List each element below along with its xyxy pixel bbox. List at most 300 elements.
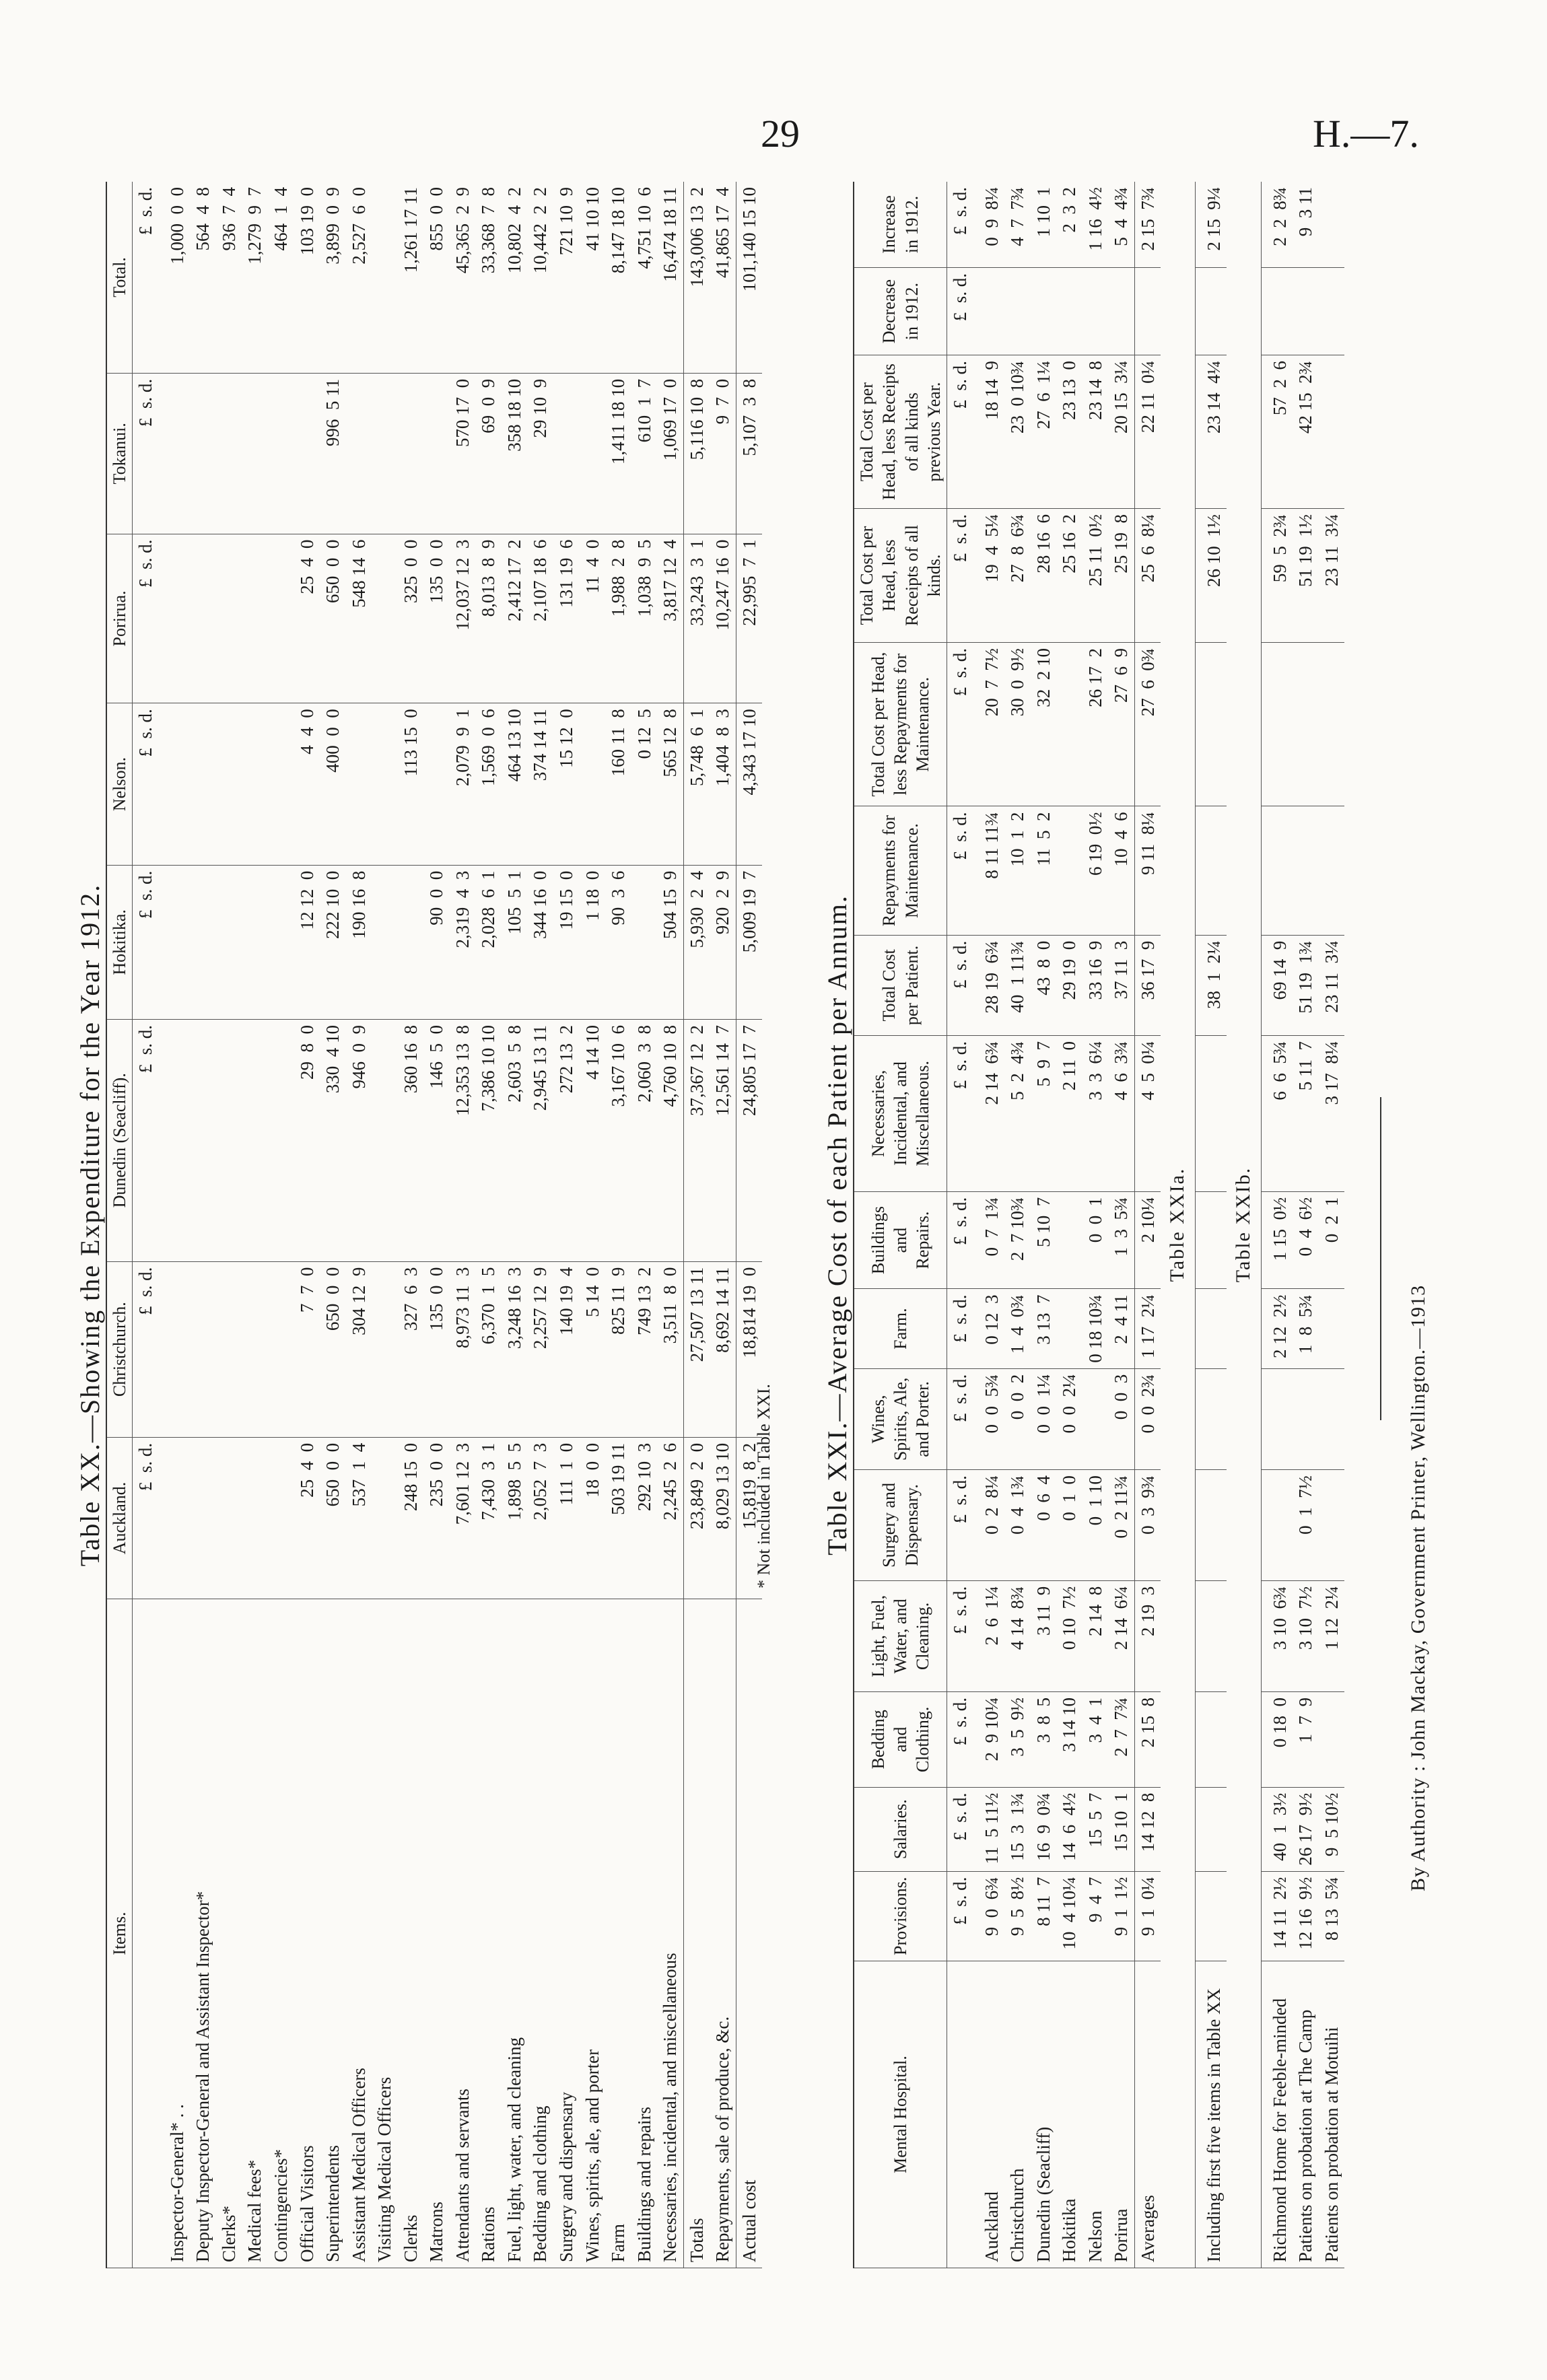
xxi-cell: 1 16 4½: [1082, 182, 1109, 267]
xx-cell: 7 7 0: [294, 1261, 320, 1437]
xxi-cell: 0 7 1¾: [973, 1191, 1005, 1289]
xxi-cell: 0 0 2¾: [1134, 1368, 1161, 1469]
xxib-cell: 1 8 5¾: [1293, 1289, 1319, 1368]
xx-cell: [216, 1019, 242, 1261]
xx-unit-8: £ s. d.: [133, 182, 159, 373]
xxi-row: [1108, 182, 1134, 2268]
xxi-cell: 20 7 7½: [973, 642, 1005, 806]
xx-cell: 8,029 13 10: [710, 1437, 736, 1599]
xx-row: [736, 182, 762, 2268]
xxi-row: [1004, 182, 1031, 2268]
xx-cell: [190, 373, 216, 534]
xxi-cell: 28 16 6: [1031, 509, 1057, 643]
xxi-cell: 3 3 6¼: [1082, 1036, 1109, 1192]
xx-cell: 2,028 6 1: [475, 865, 502, 1019]
xxi-cell: 20 15 3¼: [1108, 355, 1134, 509]
xxi-unit-9: £ s. d.: [947, 1036, 973, 1192]
xx-cell: 23,849 2 0: [683, 1437, 710, 1599]
xxi-cell: 36 17 9: [1134, 935, 1161, 1035]
xxi-row: [1134, 182, 1161, 2268]
xx-cell: 12 12 0: [294, 865, 320, 1019]
xxi-cell: 5 9 7: [1031, 1036, 1057, 1192]
xx-cell: [268, 1019, 294, 1261]
xx-header-5: Nelson.: [106, 703, 133, 865]
xx-cell: [346, 703, 372, 865]
xxi-header-11: Repayments for Maintenance.: [854, 806, 947, 935]
xxi-cell: 0 3 9¾: [1134, 1470, 1161, 1581]
xxib-cell: [1261, 1470, 1293, 1581]
xxib-cell: 40 1 3½: [1261, 1787, 1293, 1871]
xxib-cell: [1319, 355, 1345, 509]
xx-cell: [159, 703, 191, 865]
xx-cell: 5 14 0: [580, 1261, 606, 1437]
expenditure-table: [106, 182, 762, 2268]
xxib-cell: 14 11 2½: [1261, 1871, 1293, 1961]
xxi-cell: 19 4 5¼: [973, 509, 1005, 643]
xx-cell: 37,367 12 2: [683, 1019, 710, 1261]
xxib-cell: 42 15 2¾: [1293, 355, 1319, 509]
xxi-unit-15: £ s. d.: [947, 267, 973, 355]
xxia-row: [1195, 182, 1227, 2268]
document-reference: H.—7.: [1313, 112, 1419, 155]
xx-header-2: Christchurch.: [106, 1261, 133, 1437]
xx-cell: 5,116 10 8: [683, 373, 710, 534]
xxi-header-16: Increase in 1912.: [854, 182, 947, 267]
xxi-cell: 9 11 8¼: [1134, 806, 1161, 935]
xxi-unit-5: £ s. d.: [947, 1470, 973, 1581]
xx-cell: 464 1 4: [268, 182, 294, 373]
xxi-header-9: Necessaries, Incidental, and Miscellaneous.: [854, 1036, 947, 1192]
xx-cell: [216, 1437, 242, 1599]
xx-cell: Deputy Inspector-General and Assistant Inspector*: [190, 1599, 216, 2268]
page-number: 29: [761, 112, 800, 155]
xxib-cell: [1319, 1692, 1345, 1788]
xx-cell: 8,147 18 10: [605, 182, 631, 373]
xxib-cell: 3 10 7½: [1293, 1580, 1319, 1691]
xxia-cell: [1195, 267, 1227, 355]
xx-cell: Actual cost: [736, 1599, 762, 2268]
xx-cell: 936 7 4: [216, 182, 242, 373]
xxi-cell: 22 11 0¼: [1134, 355, 1161, 509]
xxi-cell: 9 1 1½: [1108, 1871, 1134, 1961]
xx-row: [398, 182, 424, 2268]
xx-cell: 25 4 0: [294, 1437, 320, 1599]
xx-cell: [242, 1437, 268, 1599]
xxi-row: [973, 182, 1005, 2268]
xxi-header-15: Decrease in 1912.: [854, 267, 947, 355]
xx-cell: 946 0 9: [346, 1019, 372, 1261]
xxi-cell: 3 4 1: [1082, 1692, 1109, 1788]
xx-cell: 564 4 8: [190, 182, 216, 373]
xx-cell: [190, 534, 216, 703]
xx-row: [502, 182, 528, 2268]
xxi-cell: 9 1 0¼: [1134, 1871, 1161, 1961]
xx-cell: 2,107 18 6: [527, 534, 553, 703]
xx-cell: [159, 534, 191, 703]
xx-cell: 4,760 10 8: [657, 1019, 683, 1261]
xx-cell: 504 15 9: [657, 865, 683, 1019]
xxi-row: [1082, 182, 1109, 2268]
table-xx-caption: Table XX.—Showing the Expenditure for the Year 1912.: [75, 883, 105, 1567]
xx-cell: [372, 182, 398, 373]
xxi-cell: 25 11 0½: [1082, 509, 1109, 643]
xx-cell: [190, 1019, 216, 1261]
xxib-row: [1293, 182, 1319, 2268]
xxi-cell: 11 5 2: [1031, 806, 1057, 935]
xxi-cell: [1056, 642, 1082, 806]
xx-header-0: Items.: [106, 1599, 133, 2268]
xx-row: [683, 182, 710, 2268]
xx-cell: 12,561 14 7: [710, 1019, 736, 1261]
xx-cell: 1,069 17 0: [657, 373, 683, 534]
xx-cell: 610 1 7: [631, 373, 658, 534]
imprint-rule: [1380, 1097, 1381, 1420]
xxib-cell: [1293, 267, 1319, 355]
xxi-unit-10: £ s. d.: [947, 935, 973, 1035]
xxi-header-7: Farm.: [854, 1289, 947, 1368]
xxib-cell: [1319, 806, 1345, 935]
xxib-cell: Patients on probation at The Camp: [1293, 1961, 1319, 2268]
xx-cell: Assistant Medical Officers: [346, 1599, 372, 2268]
xxib-cell: [1319, 1470, 1345, 1581]
xx-cell: Fuel, light, water, and cleaning: [502, 1599, 528, 2268]
xxi-cell: 2 3 2: [1056, 182, 1082, 267]
xx-cell: Farm: [605, 1599, 631, 2268]
xxi-unit-12: £ s. d.: [947, 642, 973, 806]
xxi-unit-3: £ s. d.: [947, 1692, 973, 1788]
xxi-cell: 0 9 8¼: [973, 182, 1005, 267]
xx-row: [450, 182, 476, 2268]
xx-cell: [242, 534, 268, 703]
xxi-cell: 27 8 6¾: [1004, 509, 1031, 643]
xx-row: [580, 182, 606, 2268]
xx-header-1: Auckland.: [106, 1437, 133, 1599]
xx-cell: 101,140 15 10: [736, 182, 762, 373]
xxi-cell: 11 5 11½: [973, 1787, 1005, 1871]
xxi-cell: 0 6 4: [1031, 1470, 1057, 1581]
xx-cell: 10,802 4 2: [502, 182, 528, 373]
xx-cell: 12,037 12 3: [450, 534, 476, 703]
xx-cell: 4,751 10 6: [631, 182, 658, 373]
xx-cell: [423, 373, 450, 534]
xxi-row: [1031, 182, 1057, 2268]
xx-cell: 2,257 12 9: [527, 1261, 553, 1437]
xxib-cell: 57 2 6: [1261, 355, 1293, 509]
xx-cell: 537 1 4: [346, 1437, 372, 1599]
xxi-cell: 8 11 7: [1031, 1871, 1057, 1961]
xxi-cell: 37 11 3: [1108, 935, 1134, 1035]
xxia-cell: 23 14 4¼: [1195, 355, 1227, 509]
xx-cell: 41,865 17 4: [710, 182, 736, 373]
xx-cell: [294, 373, 320, 534]
xx-unit-0: [133, 1599, 159, 2268]
xxi-cell: 1 3 5¾: [1108, 1191, 1134, 1289]
xx-cell: [372, 703, 398, 865]
xx-header-7: Tokanui.: [106, 373, 133, 534]
xx-cell: [372, 1437, 398, 1599]
xx-cell: [268, 373, 294, 534]
xxi-cell: 0 0 2¼: [1056, 1368, 1082, 1469]
xx-cell: [372, 1019, 398, 1261]
xxi-header-0: Mental Hospital.: [854, 1961, 947, 2268]
xx-cell: 5,009 19 7: [736, 865, 762, 1019]
xx-cell: 4,343 17 10: [736, 703, 762, 865]
xxib-cell: 0 4 6½: [1293, 1191, 1319, 1289]
xx-cell: 650 0 0: [320, 1437, 346, 1599]
xx-cell: 131 19 6: [553, 534, 580, 703]
xxia-cell: [1195, 1470, 1227, 1581]
xx-cell: 855 0 0: [423, 182, 450, 373]
table-xxi: [821, 182, 1344, 2268]
xx-row: [657, 182, 683, 2268]
xx-cell: [159, 1437, 191, 1599]
xxi-cell: 1 17 2¼: [1134, 1289, 1161, 1368]
xxi-cell: 2 10¼: [1134, 1191, 1161, 1289]
xx-cell: 33,368 7 8: [475, 182, 502, 373]
xx-cell: 304 12 9: [346, 1261, 372, 1437]
xxi-cell: 0 0 1: [1082, 1191, 1109, 1289]
xx-cell: 27,507 13 11: [683, 1261, 710, 1437]
xxi-cell: [1134, 267, 1161, 355]
xxi-cell: [1082, 1368, 1109, 1469]
xxib-cell: 0 18 0: [1261, 1692, 1293, 1788]
xx-cell: [553, 373, 580, 534]
xxib-cell: Richmond Home for Feeble-minded: [1261, 1961, 1293, 2268]
xxib-cell: 9 3 11: [1293, 182, 1319, 267]
xxia-cell: [1195, 1289, 1227, 1368]
xxi-unit-6: £ s. d.: [947, 1368, 973, 1469]
xxi-cell: 28 19 6¾: [973, 935, 1005, 1035]
xxib-cell: 9 5 10½: [1319, 1787, 1345, 1871]
xx-cell: [268, 534, 294, 703]
xxi-cell: [1056, 806, 1082, 935]
xxi-cell: 0 2 11¾: [1108, 1470, 1134, 1581]
xx-cell: 548 14 6: [346, 534, 372, 703]
xx-cell: 1 18 0: [580, 865, 606, 1019]
xx-unit-2: £ s. d.: [133, 1261, 159, 1437]
xxi-cell: 23 14 8: [1082, 355, 1109, 509]
xx-cell: 248 15 0: [398, 1437, 424, 1599]
xxib-cell: 3 17 8¼: [1319, 1036, 1345, 1192]
xxi-cell: 3 8 5: [1031, 1692, 1057, 1788]
xxi-cell: 6 19 0½: [1082, 806, 1109, 935]
xx-cell: [159, 865, 191, 1019]
xxi-cell: [1082, 267, 1109, 355]
xxib-cell: [1261, 642, 1293, 806]
xx-cell: [346, 373, 372, 534]
xxi-cell: 30 0 9½: [1004, 642, 1031, 806]
xxi-cell: 2 15 8: [1134, 1692, 1161, 1788]
xxib-cell: 1 12 2¼: [1319, 1580, 1345, 1691]
xxib-cell: [1293, 642, 1319, 806]
xx-cell: 1,404 8 3: [710, 703, 736, 865]
xx-cell: 920 2 9: [710, 865, 736, 1019]
xxi-cell: 14 12 8: [1134, 1787, 1161, 1871]
xx-cell: [268, 703, 294, 865]
xxi-cell: 2 14 6¾: [973, 1036, 1005, 1192]
xx-cell: 565 12 8: [657, 703, 683, 865]
xx-unit-1: £ s. d.: [133, 1437, 159, 1599]
xxi-cell: 23 13 0: [1056, 355, 1082, 509]
xxib-cell: [1293, 1368, 1319, 1469]
xx-header-3: Dunedin (Seacliff).: [106, 1019, 133, 1261]
xx-cell: 135 0 0: [423, 534, 450, 703]
xxi-unit-4: £ s. d.: [947, 1580, 973, 1691]
xx-row: [631, 182, 658, 2268]
xx-cell: 16,474 18 11: [657, 182, 683, 373]
xx-row: [423, 182, 450, 2268]
xxi-cell: 1 4 0¾: [1004, 1289, 1031, 1368]
xx-cell: 29 8 0: [294, 1019, 320, 1261]
xxi-cell: [1056, 1191, 1082, 1289]
xx-cell: [580, 703, 606, 865]
xx-cell: 19 15 0: [553, 865, 580, 1019]
xxi-cell: 2 19 3: [1134, 1580, 1161, 1691]
xxi-header-10: Total Cost per Patient.: [854, 935, 947, 1035]
table-xxi-caption: Table XXI.—Average Cost of each Patient per Annum.: [822, 895, 852, 1555]
xxib-cell: [1293, 806, 1319, 935]
xx-cell: 327 6 3: [398, 1261, 424, 1437]
table-xxib-caption-row: [1227, 182, 1261, 2268]
xxi-cell: 9 5 8½: [1004, 1871, 1031, 1961]
xxi-cell: 26 17 2: [1082, 642, 1109, 806]
xxi-cell: Nelson: [1082, 1961, 1109, 2268]
xx-cell: 3,248 16 3: [502, 1261, 528, 1437]
average-cost-table: [853, 182, 1344, 2268]
xxia-cell: [1195, 1580, 1227, 1691]
xx-cell: [216, 534, 242, 703]
xx-cell: 721 10 9: [553, 182, 580, 373]
xx-cell: 190 16 8: [346, 865, 372, 1019]
xx-cell: 344 16 0: [527, 865, 553, 1019]
xx-cell: [398, 865, 424, 1019]
xx-cell: 4 14 10: [580, 1019, 606, 1261]
xxi-cell: 14 6 4½: [1056, 1787, 1082, 1871]
xx-cell: 90 0 0: [423, 865, 450, 1019]
xxi-cell: Christchurch: [1004, 1961, 1031, 2268]
xx-row: [527, 182, 553, 2268]
xx-cell: [268, 1261, 294, 1437]
xx-cell: 330 4 10: [320, 1019, 346, 1261]
xxi-cell: 3 13 7: [1031, 1289, 1057, 1368]
xx-cell: Superintendents: [320, 1599, 346, 2268]
xxi-cell: 10 4 10¼: [1056, 1871, 1082, 1961]
xxib-cell: [1261, 806, 1293, 935]
xx-cell: 3,167 10 6: [605, 1019, 631, 1261]
xxi-cell: Auckland: [973, 1961, 1005, 2268]
xx-cell: 146 5 0: [423, 1019, 450, 1261]
xx-cell: 400 0 0: [320, 703, 346, 865]
xx-cell: 5,107 3 8: [736, 373, 762, 534]
xxi-cell: 25 19 8: [1108, 509, 1134, 643]
xx-cell: 41 10 10: [580, 182, 606, 373]
xx-row: [710, 182, 736, 2268]
xx-row: [216, 182, 242, 2268]
table-xxib-caption: Table XXIb.: [1227, 182, 1261, 2268]
xx-cell: [580, 373, 606, 534]
xxib-cell: [1261, 267, 1293, 355]
xxi-cell: [1056, 1289, 1082, 1368]
xx-cell: [268, 865, 294, 1019]
xxi-cell: 0 12 3: [973, 1289, 1005, 1368]
xx-cell: 90 3 6: [605, 865, 631, 1019]
xx-cell: 2,245 2 6: [657, 1437, 683, 1599]
xxi-cell: 16 9 0¾: [1031, 1787, 1057, 1871]
printer-imprint: By Authority : John Mackay, Government Printer, Wellington.—1913: [1407, 1284, 1429, 1891]
xxib-cell: [1319, 642, 1345, 806]
xxi-cell: 5 10 7: [1031, 1191, 1057, 1289]
xx-cell: [372, 865, 398, 1019]
xxi-cell: 0 1 10: [1082, 1470, 1109, 1581]
xx-cell: 2,319 4 3: [450, 865, 476, 1019]
xxia-cell: [1195, 642, 1227, 806]
xx-cell: 2,412 17 2: [502, 534, 528, 703]
xx-cell: 3,899 0 9: [320, 182, 346, 373]
table-xxia-caption-row: [1161, 182, 1195, 2268]
xx-cell: 11 4 0: [580, 534, 606, 703]
xx-cell: [242, 1261, 268, 1437]
xx-cell: [190, 865, 216, 1019]
xxia-cell: [1195, 806, 1227, 935]
xxib-cell: [1319, 182, 1345, 267]
xx-cell: [216, 865, 242, 1019]
xx-unit-6: £ s. d.: [133, 534, 159, 703]
xx-cell: 22,995 7 1: [736, 534, 762, 703]
xxib-cell: 59 5 2¾: [1261, 509, 1293, 643]
xx-cell: [216, 703, 242, 865]
table-xx: [74, 182, 762, 2268]
xxi-header-5: Surgery and Dispensary.: [854, 1470, 947, 1581]
xx-cell: Visiting Medical Officers: [372, 1599, 398, 2268]
xxib-cell: 1 15 0½: [1261, 1191, 1293, 1289]
xx-cell: 374 14 11: [527, 703, 553, 865]
xx-header-8: Total.: [106, 182, 133, 373]
xxi-header-4: Light, Fuel, Water, and Cleaning.: [854, 1580, 947, 1691]
xx-cell: 1,038 9 5: [631, 534, 658, 703]
xx-cell: 325 0 0: [398, 534, 424, 703]
xxi-cell: 0 4 1¾: [1004, 1470, 1031, 1581]
xxia-cell: [1195, 1871, 1227, 1961]
xx-cell: Contingencies*: [268, 1599, 294, 2268]
xx-cell: [216, 373, 242, 534]
xxi-unit-16: £ s. d.: [947, 182, 973, 267]
xxi-cell: 40 1 11¾: [1004, 935, 1031, 1035]
xx-cell: 33,243 3 1: [683, 534, 710, 703]
xx-cell: 143,006 13 2: [683, 182, 710, 373]
xx-cell: Rations: [475, 1599, 502, 2268]
xx-cell: [190, 1261, 216, 1437]
xx-cell: 650 0 0: [320, 1261, 346, 1437]
xx-row: [242, 182, 268, 2268]
xxi-header-8: Buildings and Repairs.: [854, 1191, 947, 1289]
xx-cell: 650 0 0: [320, 534, 346, 703]
xx-cell: 2,603 5 8: [502, 1019, 528, 1261]
xxib-cell: 51 19 1¾: [1293, 935, 1319, 1035]
xxi-cell: 2 7 10¾: [1004, 1191, 1031, 1289]
xxib-cell: 8 13 5¾: [1319, 1871, 1345, 1961]
xx-cell: 69 0 9: [475, 373, 502, 534]
xxi-cell: 33 16 9: [1082, 935, 1109, 1035]
xx-cell: 358 18 10: [502, 373, 528, 534]
xx-row: [553, 182, 580, 2268]
xx-cell: Repayments, sale of produce, &c.: [710, 1599, 736, 2268]
xx-row: [475, 182, 502, 2268]
xxia-cell: [1195, 1692, 1227, 1788]
xx-cell: 135 0 0: [423, 1261, 450, 1437]
xx-cell: [216, 1261, 242, 1437]
xxi-header-2: Salaries.: [854, 1787, 947, 1871]
xx-cell: 1,898 5 5: [502, 1437, 528, 1599]
